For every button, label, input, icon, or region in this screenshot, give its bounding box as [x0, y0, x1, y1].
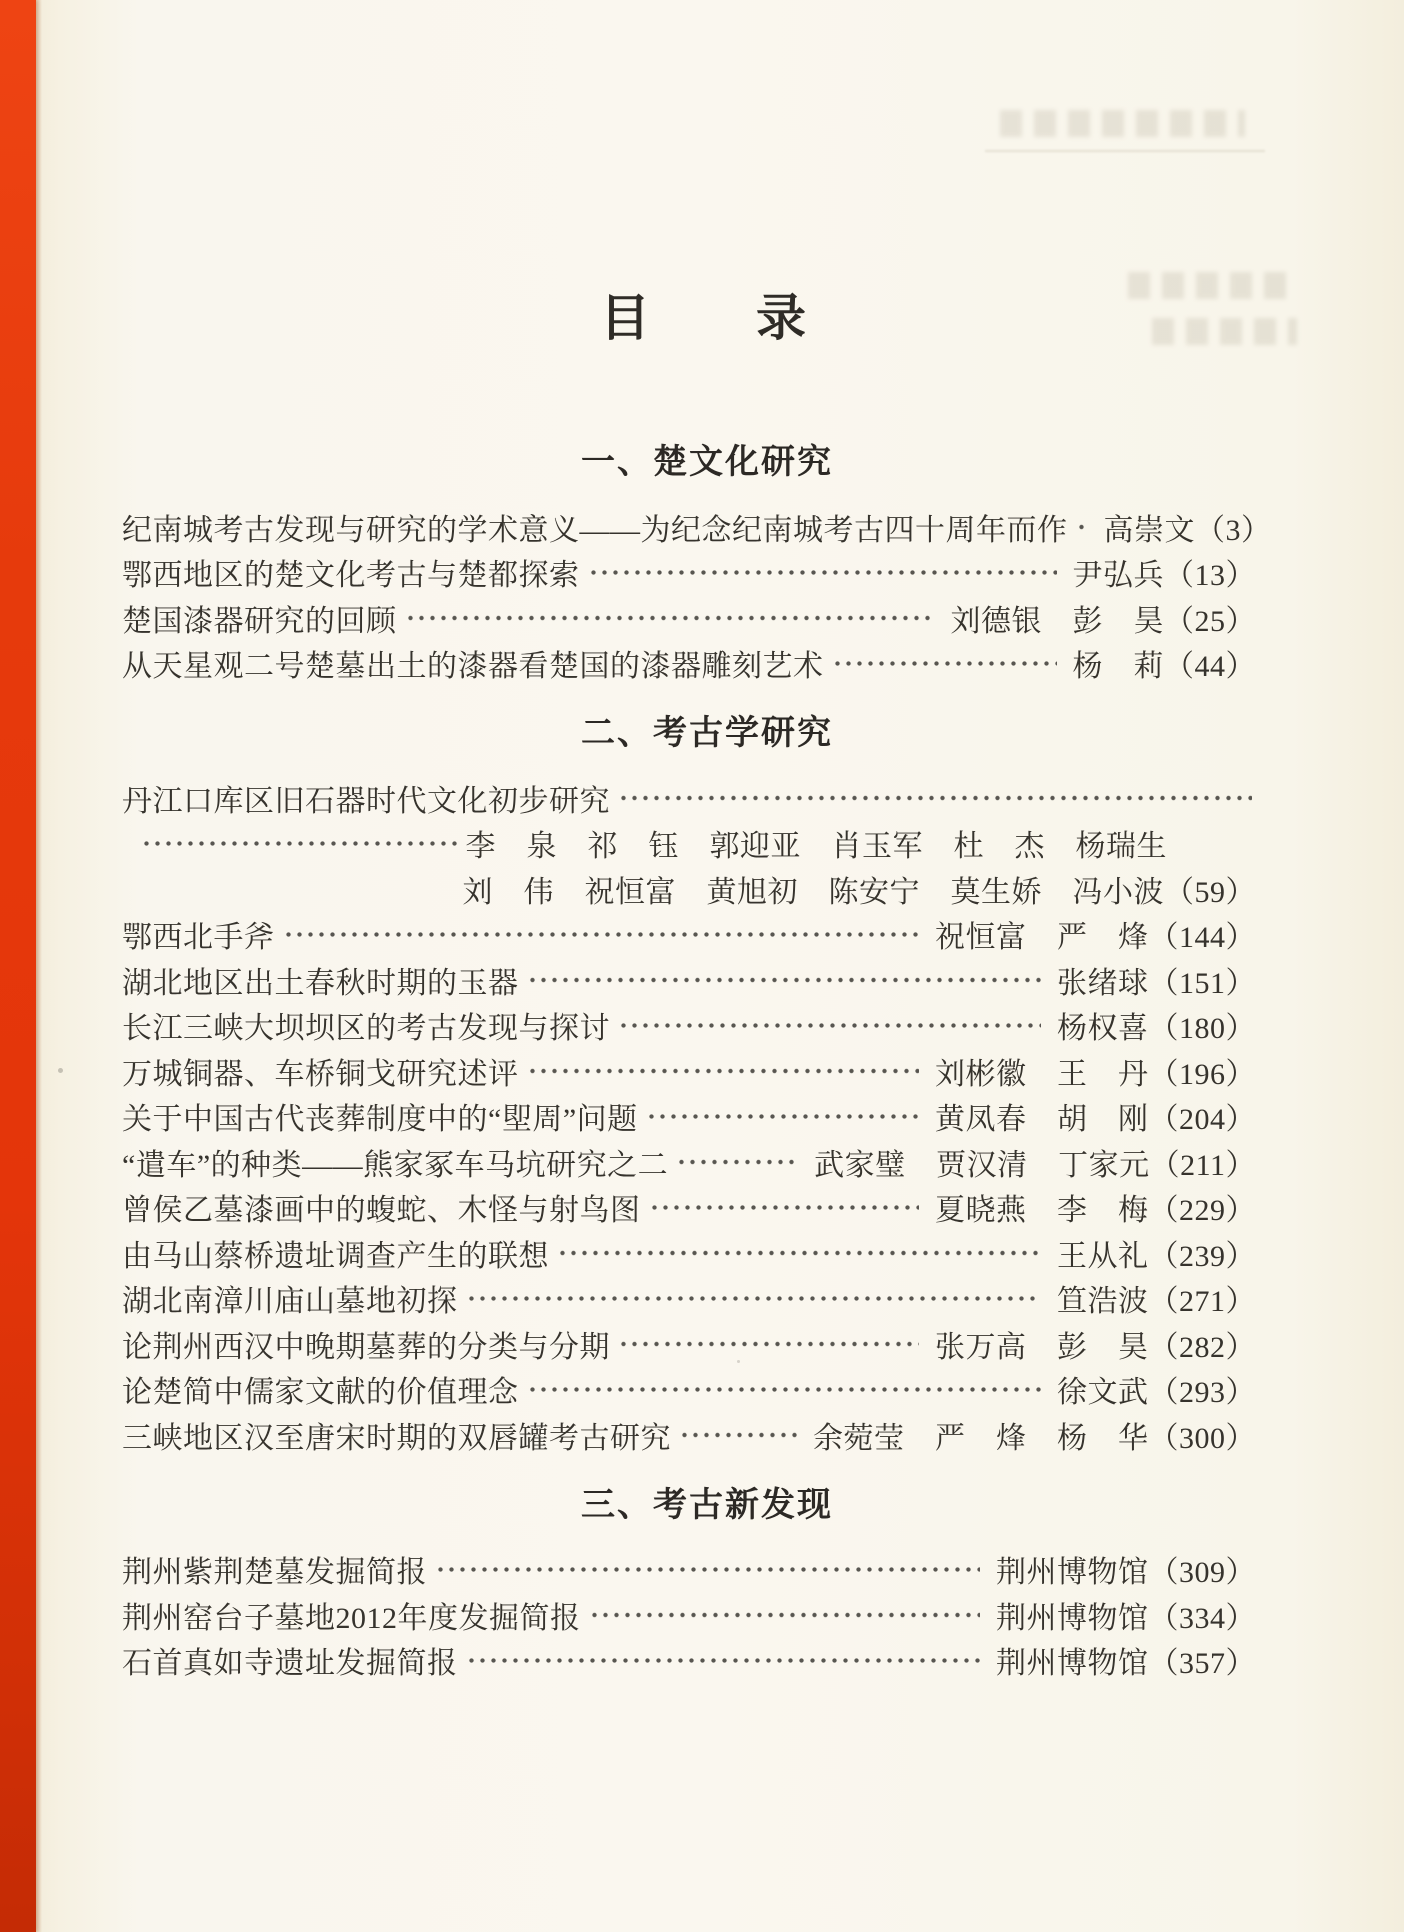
toc-entry-page: （357） — [1148, 1647, 1256, 1681]
toc-row — [122, 1592, 1256, 1638]
toc-entry-authors: 尹弘兵 — [1072, 559, 1164, 593]
toc-entry-authors: 祝恒富 严 烽 — [935, 921, 1149, 955]
dot-leader — [679, 1412, 797, 1458]
toc-entry-title: 由马山蔡桥遗址调查产生的联想 — [122, 1239, 549, 1273]
toc-entry-page: （180） — [1148, 1012, 1256, 1046]
toc-entry-authors: 张万高 彭 昊 — [935, 1330, 1149, 1364]
toc-entry-authors: 杨权喜 — [1057, 1012, 1149, 1046]
dot-leader — [435, 1547, 980, 1593]
toc-row — [122, 1094, 1256, 1140]
toc-entry-title: 三峡地区汉至唐宋时期的双唇罐考古研究 — [122, 1421, 671, 1455]
toc-entry-title: 湖北地区出土春秋时期的玉器 — [122, 966, 519, 1000]
toc-entry-title: 楚国漆器研究的回顾 — [122, 604, 397, 638]
toc-entry-page: （44） — [1164, 650, 1256, 684]
toc-row — [122, 1003, 1256, 1049]
dot-leader — [527, 957, 1042, 1003]
toc-sections — [122, 440, 1272, 1683]
dot-leader — [618, 1321, 919, 1367]
dot-leader — [466, 1638, 981, 1684]
toc-entry-title: 论楚简中儒家文献的价值理念 — [122, 1376, 519, 1410]
section-heading: 三、考古新发现 — [581, 1485, 833, 1524]
toc-row — [122, 1276, 1256, 1322]
toc-row — [122, 550, 1256, 596]
toc-entry-page: （144） — [1148, 921, 1256, 955]
toc-entry-title: 论荆州西汉中晚期墓葬的分类与分期 — [122, 1330, 610, 1364]
toc-entry-page: （204） — [1148, 1103, 1256, 1137]
toc-row — [122, 1367, 1256, 1413]
dot-leader — [649, 1185, 920, 1231]
toc-row — [122, 1412, 1256, 1458]
page-title: 目 录 — [600, 290, 808, 346]
toc-entry-title: 曾侯乙墓漆画中的蝮蛇、木怪与射鸟图 — [122, 1194, 641, 1228]
toc-entry-authors: 徐文武 — [1057, 1376, 1149, 1410]
toc-row — [122, 1139, 1256, 1185]
toc-row — [122, 595, 1256, 641]
toc-row — [122, 775, 1256, 821]
toc-entry-page: （3） — [1195, 513, 1272, 547]
dot-leader — [141, 821, 462, 867]
toc-entry-title: 长江三峡大坝坝区的考古发现与探讨 — [122, 1012, 610, 1046]
toc-entry-title: 丹江口库区旧石器时代文化初步研究 — [122, 784, 610, 818]
toc-entry-authors: 李 泉 祁 钰 郭迎亚 肖玉军 杜 杰 杨瑞生 — [465, 830, 1167, 864]
toc-row — [122, 912, 1256, 958]
toc-entry-authors: 刘彬徽 王 丹 — [935, 1057, 1149, 1091]
dot-leader — [527, 1367, 1042, 1413]
toc-entry-page: （293） — [1148, 1376, 1256, 1410]
toc-entry-authors: 武家璧 贾汉清 丁家元 — [814, 1148, 1150, 1182]
toc-entry-title: 湖北南漳川庙山墓地初探 — [122, 1285, 458, 1319]
toc-entry-title: 从天星观二号楚墓出土的漆器看楚国的漆器雕刻艺术 — [122, 650, 824, 684]
toc-row — [122, 1185, 1256, 1231]
toc-entry-title: “遣车”的种类——熊家冢车马坑研究之二 — [122, 1148, 669, 1182]
toc-entry-authors: 荆州博物馆 — [996, 1601, 1149, 1635]
toc-entry-title: 鄂西北手斧 — [122, 921, 275, 955]
dust-speck — [58, 1068, 63, 1073]
toc-entry-authors: 荆州博物馆 — [996, 1647, 1149, 1681]
toc-content — [122, 0, 1272, 1683]
toc-entry-page: （151） — [1148, 966, 1256, 1000]
toc-entry-authors: 笪浩波 — [1057, 1285, 1149, 1319]
toc-row — [122, 641, 1256, 687]
toc-entry-page: （309） — [1148, 1556, 1256, 1590]
toc-entry-page: （25） — [1164, 604, 1256, 638]
dot-leader — [589, 1592, 981, 1638]
toc-row-continuation — [122, 821, 1256, 867]
toc-entry-authors: 高崇文 — [1103, 513, 1195, 547]
toc-entry-page: （300） — [1148, 1421, 1256, 1455]
toc-entry-page: （271） — [1148, 1285, 1256, 1319]
dot-leader — [618, 775, 1252, 821]
toc-entry-page: （211） — [1149, 1148, 1256, 1182]
toc-entry-authors: 黄凤春 胡 刚 — [935, 1103, 1149, 1137]
toc-entry-page: （13） — [1164, 559, 1256, 593]
dot-leader — [527, 1048, 920, 1094]
toc-entry-title: 荆州窑台子墓地2012年度发掘简报 — [122, 1601, 581, 1635]
toc-entry-authors: 荆州博物馆 — [996, 1556, 1149, 1590]
section-heading: 一、楚文化研究 — [581, 443, 833, 481]
toc-entry-page: （196） — [1148, 1057, 1256, 1091]
toc-row — [122, 1638, 1256, 1684]
dot-leader — [1076, 504, 1088, 550]
section-heading: 二、考古学研究 — [581, 714, 833, 752]
toc-entry-title: 荆州紫荆楚墓发掘简报 — [122, 1556, 427, 1590]
toc-entry-page: （334） — [1148, 1601, 1256, 1635]
dot-leader — [832, 641, 1057, 687]
toc-entry-authors: 王从礼 — [1057, 1239, 1149, 1273]
toc-entry-authors: 张绪球 — [1057, 966, 1149, 1000]
toc-row — [122, 957, 1256, 1003]
toc-entry-authors: 夏晓燕 李 梅 — [935, 1194, 1149, 1228]
toc-entry-authors: 杨 莉 — [1072, 650, 1164, 684]
toc-entry-page: （239） — [1148, 1239, 1256, 1273]
dot-leader — [283, 912, 920, 958]
toc-entry-title: 纪南城考古发现与研究的学术意义——为纪念纪南城考古四十周年而作 — [122, 513, 1068, 547]
book-cover-edge — [0, 0, 36, 1932]
toc-entry-title: 石首真如寺遗址发掘简报 — [122, 1647, 458, 1681]
toc-row — [122, 1048, 1256, 1094]
toc-entry-page: （282） — [1148, 1330, 1256, 1364]
toc-entry-title: 关于中国古代丧葬制度中的“堲周”问题 — [122, 1103, 638, 1137]
toc-entry-authors: 刘 伟 祝恒富 黄旭初 陈安宁 莫生娇 冯小波 — [462, 875, 1164, 909]
dot-leader — [557, 1230, 1041, 1276]
toc-row — [122, 1547, 1256, 1593]
toc-entry-title: 鄂西地区的楚文化考古与楚都探索 — [122, 559, 580, 593]
dot-leader — [646, 1094, 919, 1140]
toc-row-continuation — [122, 866, 1256, 912]
toc-row — [122, 504, 1272, 550]
toc-entry-page: （59） — [1164, 875, 1256, 909]
dot-leader — [618, 1003, 1041, 1049]
dot-leader — [588, 550, 1057, 596]
toc-row — [122, 1321, 1256, 1367]
dot-leader — [676, 1139, 798, 1185]
toc-entry-title: 万城铜器、车桥铜戈研究述评 — [122, 1057, 519, 1091]
dot-leader — [405, 595, 935, 641]
toc-row — [122, 1230, 1256, 1276]
toc-entry-authors: 余菀莹 严 烽 杨 华 — [813, 1421, 1149, 1455]
dot-leader — [466, 1276, 1042, 1322]
toc-entry-page: （229） — [1148, 1194, 1256, 1228]
toc-entry-authors: 刘德银 彭 昊 — [950, 604, 1164, 638]
